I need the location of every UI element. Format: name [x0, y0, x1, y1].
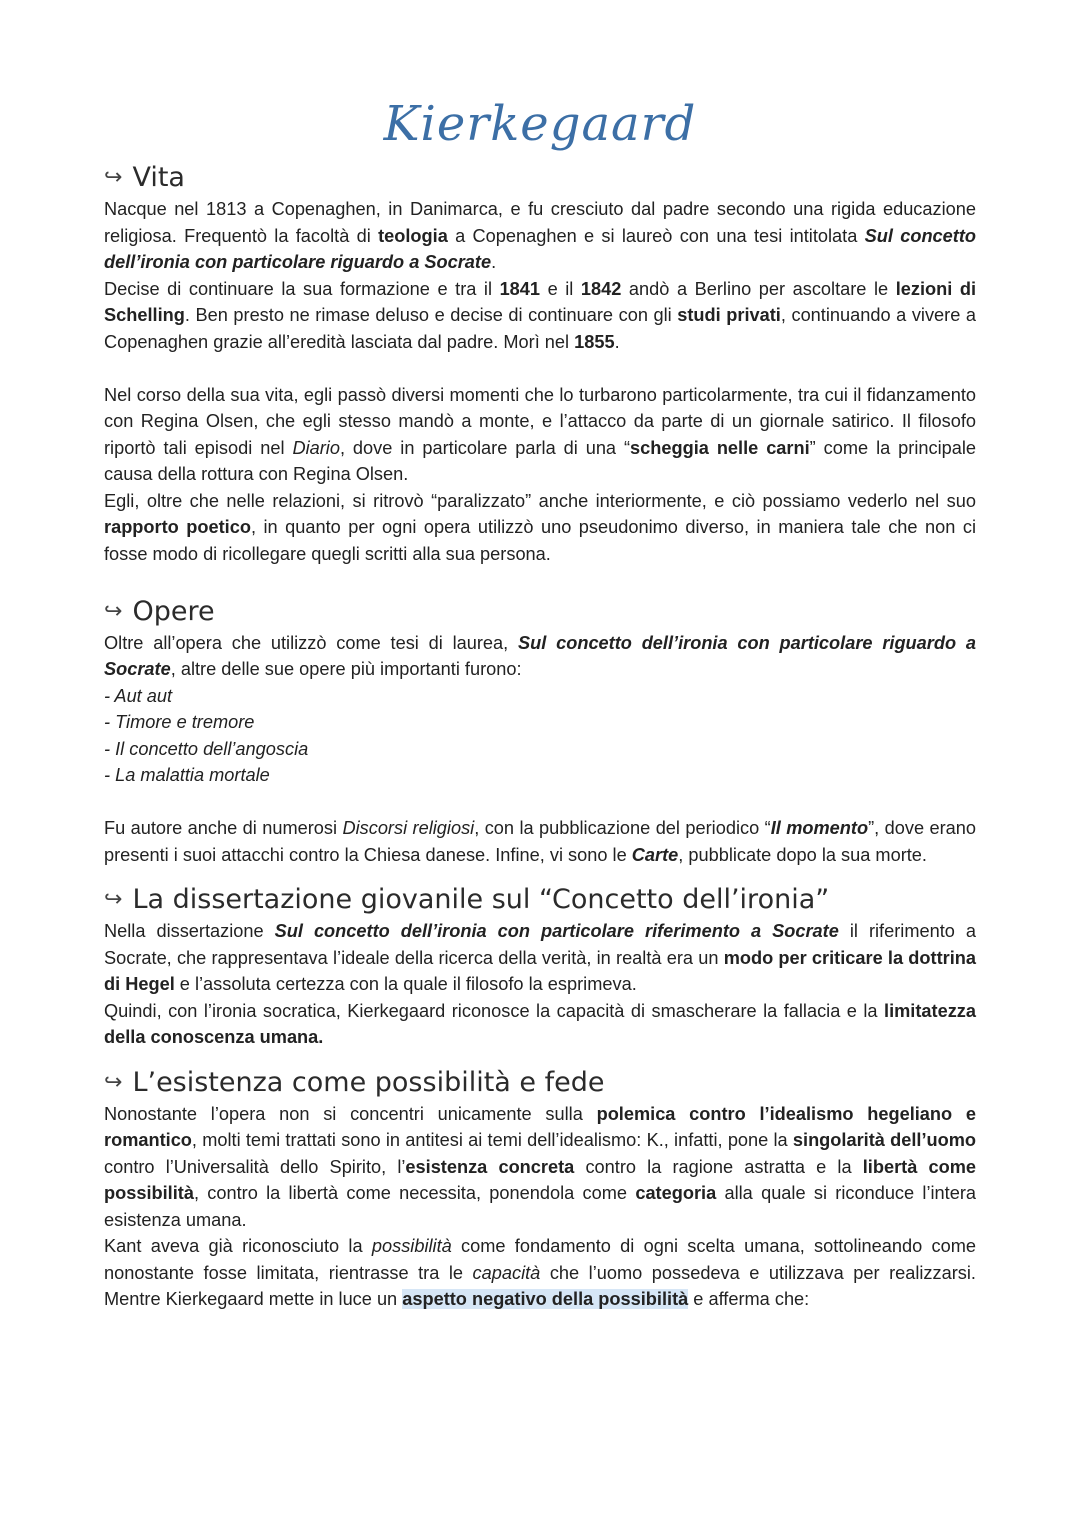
paragraph: Fu autore anche di numerosi Discorsi religiosi, con la pubblicazione del periodico “Il momento”, dove erano presenti i suoi attacchi contro la Chiesa danese. Infine, vi sono le Carte, pubblicate dopo la sua morte. [104, 818, 976, 865]
paragraph: Egli, oltre che nelle relazioni, si ritrovò “paralizzato” anche interiormente, e ciò possiamo vederlo nel suo rapporto poetico, in quanto per ogni opera utilizzò uno pseudonimo diverso, in maniera tale che non ci fosse modo di ricollegare quegli scritti alla sua persona. [104, 490, 976, 564]
section-heading-opere [104, 594, 976, 630]
list-item: - Aut aut [104, 685, 173, 706]
paragraph: Nacque nel 1813 a Copenaghen, in Danimarca, e fu cresciuto dal padre secondo una rigida educazione religiosa. Frequentò la facoltà di teologia a Copenaghen e si laureò con una tesi intitolata Sul concetto dell’ironia con particolare riguardo a Socrate. [104, 199, 977, 272]
list-item: - Timore e tremore [104, 712, 255, 732]
paragraph: Nel corso della sua vita, egli passò diversi momenti che lo turbarono particolarmente, tra cui il fidanzamento con Regina Olsen, che egli stesso mandò a monte, e l’attacco da parte di un giornale satirico. Il filosofo riportò tali episodi nel Diario, dove in particolare parla di una “scheggia nelle carni” come la principale causa della rottura con Regina Olsen. [104, 384, 976, 484]
section-heading-text: L’esistenza come possibilità e fede [132, 1066, 605, 1098]
paragraph: Kant aveva già riconosciuto la possibilità come fondamento di ogni scelta umana, sottolineando come nonostante fosse limitata, rientrasse tra le capacità che l’uomo possedeva e utilizzava per realizzarsi. Mentre Kierkegaard mette in luce un aspetto negativo della possibilità e afferma che: [104, 1236, 976, 1309]
section-heading-vita [104, 160, 976, 196]
curved-arrow-icon: ↪ [104, 165, 123, 190]
section-heading-dissertazione [104, 882, 976, 918]
section-heading-text: Vita [132, 162, 185, 193]
highlighted-text: aspetto negativo della possibilità [402, 1289, 689, 1309]
section-heading-text: Opere [132, 595, 215, 627]
paragraph: Nonostante l’opera non si concentri unicamente sulla polemica contro l’idealismo hegeliano e romantico, molti temi trattati sono in antitesi ai temi dell’idealismo: K., infatti, pone la singolarità dell’uomo contro l’Universalità dello Spirito, l’esistenza concreta contro la ragione astratta e la libertà come possibilità, contro la libertà come necessita, ponendola come categoria alla quale si riconduce l’intera esistenza umana. [104, 1103, 977, 1230]
document-title: Kierkegaard [383, 96, 697, 152]
paragraph: Quindi, con l’ironia socratica, Kierkegaard riconosce la capacità di smascherare la fallacia e la limitatezza della conoscenza umana. [104, 1000, 976, 1047]
curved-arrow-icon: ↪ [104, 598, 123, 624]
section-heading-esistenza [104, 1065, 976, 1101]
paragraph: Decise di continuare la sua formazione e tra il 1841 e il 1842 andò a Berlino per ascoltare le lezioni di Schelling. Ben presto ne rimase deluso e decise di continuare con gli studi privati, continuando a vivere a Copenaghen grazie all’eredità lasciata dal padre. Morì nel 1855. [104, 278, 977, 352]
list-item: - Il concetto dell’angoscia [104, 738, 309, 759]
curved-arrow-icon: ↪ [104, 887, 123, 912]
section-heading-text: La dissertazione giovanile sul “Concetto dell’ironia” [132, 884, 830, 915]
paragraph: Oltre all’opera che utilizzò come tesi di laurea, Sul concetto dell’ironia con particolare riguardo a Socrate, altre delle sue opere più importanti furono: [104, 632, 976, 679]
list-item: - La malattia mortale [104, 765, 270, 785]
paragraph: Nella dissertazione Sul concetto dell’ironia con particolare riferimento a Socrate il riferimento a Socrate, che rappresentava l’ideale della ricerca della verità, in realtà era un modo per criticare la dottrina di Hegel e l’assoluta certezza con la quale il filosofo la esprimeva. [104, 921, 976, 994]
document-body [104, 160, 976, 1313]
curved-arrow-icon: ↪ [104, 1069, 123, 1095]
